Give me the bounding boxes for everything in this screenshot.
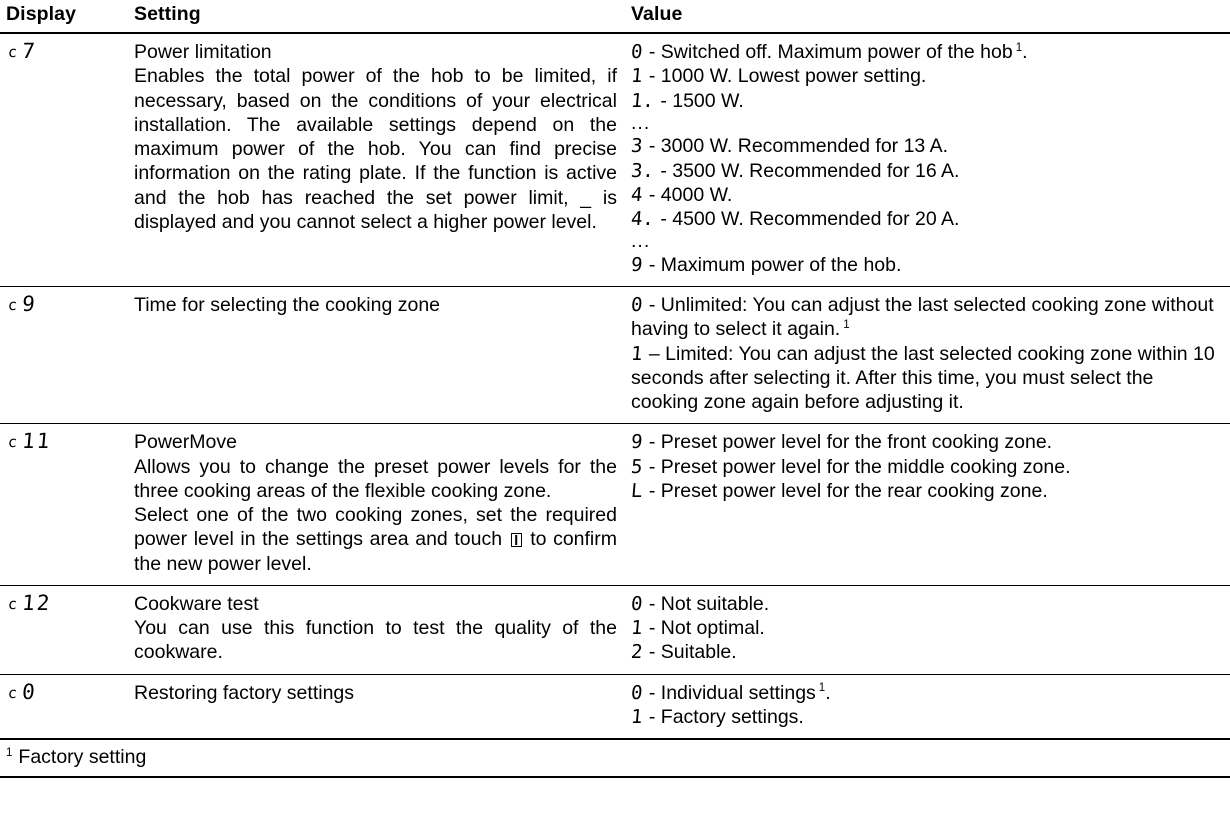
setting-description-secondary-post: to confirm the new power level. <box>134 528 617 575</box>
value-cell <box>625 287 1230 424</box>
value-seven-segment-code: L <box>630 479 644 502</box>
value-text: - 1500 W. <box>660 89 744 112</box>
value-text-tail: . <box>1022 41 1028 63</box>
setting-description: Allows you to change the preset power levels for the three cooking areas of the flexible cooking zone. <box>134 455 617 502</box>
value-text: - Not optimal. <box>648 617 765 640</box>
footnote-marker: 1 <box>1015 41 1023 54</box>
table-row <box>0 287 1230 424</box>
value-cell <box>625 674 1230 739</box>
display-number: 12 <box>21 590 53 615</box>
display-code-cell <box>0 674 128 739</box>
value-line <box>631 159 1222 183</box>
value-line <box>631 40 1222 64</box>
value-cell <box>625 424 1230 586</box>
table-row <box>0 674 1230 739</box>
value-seven-segment-code: 1 <box>630 617 644 640</box>
display-code-cell <box>0 33 128 287</box>
setting-title: Time for selecting the cooking zone <box>134 294 441 316</box>
value-text: - Switched off. Maximum power of the hob <box>648 41 1013 63</box>
value-text: - Preset power level for the front cooking zone. <box>648 431 1053 454</box>
value-seven-segment-code: 9 <box>630 253 644 276</box>
table-header <box>0 0 1230 33</box>
setting-title: PowerMove <box>134 431 237 454</box>
value-text: - Not suitable. <box>648 592 770 615</box>
value-seven-segment-code: 1. <box>630 89 655 112</box>
display-prefix: c <box>7 43 20 61</box>
value-seven-segment-code: 0 <box>630 41 644 63</box>
footnote-text: Factory setting <box>18 746 147 769</box>
setting-description-secondary <box>134 503 617 576</box>
setting-cell <box>128 33 625 287</box>
value-seven-segment-code: 4. <box>630 208 655 231</box>
table-body <box>0 33 1230 777</box>
value-text: – Limited: You can adjust the last selected cooking zone within 10 seconds after selecting it. After this time, you must select the cooking zone again before adjusting it. <box>631 342 1215 414</box>
footnote-marker: 1 <box>818 682 826 695</box>
setting-cell <box>128 424 625 586</box>
table-row <box>0 585 1230 674</box>
value-line <box>631 705 1222 729</box>
value-text: - Maximum power of the hob. <box>648 253 902 276</box>
display-prefix: c <box>7 296 20 314</box>
table-row <box>0 424 1230 586</box>
value-text: - Unlimited: You can adjust the last selected cooking zone without having to select it again. <box>631 294 1214 341</box>
value-text: - Suitable. <box>648 641 737 664</box>
value-line <box>631 293 1222 342</box>
value-line <box>631 592 1222 616</box>
value-text: - Preset power level for the rear cooking zone. <box>648 479 1048 502</box>
column-header-value: Value <box>631 3 683 25</box>
value-text: - 3000 W. Recommended for 13 A. <box>648 135 949 158</box>
value-line <box>631 64 1222 88</box>
setting-cell <box>128 674 625 739</box>
setting-cell <box>128 585 625 674</box>
value-line <box>631 640 1222 664</box>
value-line <box>631 253 1222 277</box>
value-text: - Individual settings <box>648 681 816 704</box>
value-seven-segment-code: 0 <box>630 294 644 316</box>
seven-segment-display <box>7 294 38 315</box>
setting-title: Restoring factory settings <box>134 681 355 704</box>
touch-confirm-icon <box>511 533 522 547</box>
value-text: - Factory settings. <box>648 705 804 728</box>
setting-description-secondary-pre: Select one of the two cooking zones, set the required power level in the settings area and touch <box>134 504 617 551</box>
value-ellipsis: ... <box>631 111 651 134</box>
value-seven-segment-code: 3. <box>630 159 655 182</box>
value-seven-segment-code: 1 <box>630 705 644 728</box>
value-text: - 4000 W. <box>648 183 733 206</box>
value-seven-segment-code: 1 <box>630 65 644 88</box>
value-ellipsis: ... <box>631 230 651 253</box>
value-line <box>631 207 1222 231</box>
value-seven-segment-code: 4 <box>630 183 644 206</box>
value-line <box>631 430 1222 454</box>
display-number: 11 <box>21 429 53 454</box>
value-seven-segment-code: 5 <box>630 455 644 478</box>
display-prefix: c <box>7 433 20 452</box>
value-line <box>631 479 1222 503</box>
value-seven-segment-code: 9 <box>630 431 644 454</box>
footnote-marker: 1 <box>843 318 850 331</box>
seven-segment-display <box>7 590 53 615</box>
value-text: - 4500 W. Recommended for 20 A. <box>660 208 960 231</box>
value-seven-segment-code: 0 <box>630 681 644 704</box>
value-line <box>631 183 1222 207</box>
value-line <box>631 134 1222 158</box>
value-line <box>631 455 1222 479</box>
display-prefix: c <box>7 594 20 613</box>
value-seven-segment-code: 2 <box>630 641 644 664</box>
value-seven-segment-code: 3 <box>630 135 644 158</box>
value-seven-segment-code: 0 <box>630 592 644 615</box>
setting-description: Enables the total power of the hob to be limited, if necessary, based on the conditions of your electrical installation. The available settings depend on the maximum power of the hob. You can find precise information on the rating plate. If the function is active and the hob has reached the set power limit, _ is displayed and you cannot select a higher power level. <box>134 65 617 233</box>
footnote-row <box>0 739 1230 776</box>
seven-segment-display <box>7 41 38 62</box>
value-line <box>631 89 1222 113</box>
display-number: 9 <box>21 292 38 316</box>
footnote-cell <box>0 739 1230 776</box>
value-text: - 1000 W. Lowest power setting. <box>648 65 927 88</box>
setting-cell <box>128 287 625 424</box>
value-cell <box>625 33 1230 287</box>
display-code-cell <box>0 585 128 674</box>
column-header-setting: Setting <box>134 3 201 25</box>
table-row <box>0 33 1230 287</box>
setting-title: Cookware test <box>134 592 259 615</box>
column-header-display: Display <box>6 3 77 25</box>
display-code-cell <box>0 424 128 586</box>
seven-segment-display <box>7 431 52 452</box>
value-cell <box>625 585 1230 674</box>
value-seven-segment-code: 1 <box>630 342 644 365</box>
value-line <box>631 342 1222 415</box>
display-prefix: c <box>7 683 20 702</box>
setting-title: Power limitation <box>134 41 272 63</box>
value-line <box>631 681 1222 705</box>
value-line <box>631 616 1222 640</box>
display-number: 0 <box>21 679 38 704</box>
value-text: - Preset power level for the middle cooking zone. <box>648 455 1071 478</box>
display-code-cell <box>0 287 128 424</box>
value-text: - 3500 W. Recommended for 16 A. <box>660 159 960 182</box>
setting-description: You can use this function to test the quality of the cookware. <box>134 617 617 664</box>
value-text-tail: . <box>825 681 831 704</box>
seven-segment-display <box>7 679 38 704</box>
header-row <box>0 0 1230 33</box>
display-number: 7 <box>21 39 38 63</box>
footnote-marker: 1 <box>6 746 13 759</box>
